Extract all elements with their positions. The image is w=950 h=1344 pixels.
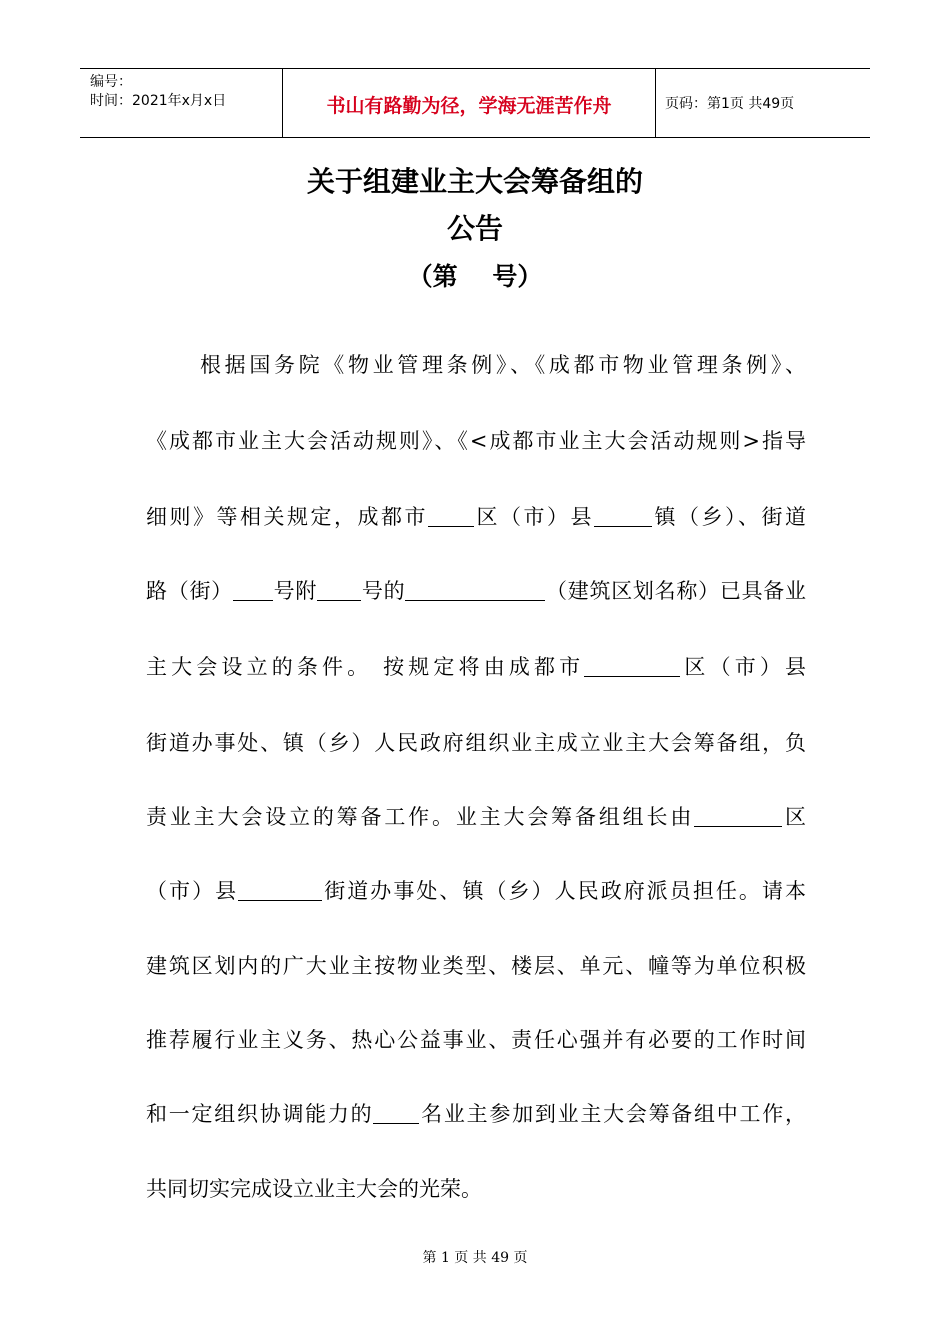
body-text: 共同切实完成设立业主大会的光荣。 bbox=[146, 1177, 482, 1201]
fill-in-blank[interactable] bbox=[428, 505, 474, 527]
document-title-line2: 公告 bbox=[446, 212, 503, 245]
body-text: 《成都市业主大会活动规则》、《<成都市业主大会活动规则>指导 bbox=[146, 429, 806, 453]
body-text: 街道办事处、镇（乡）人民政府派员担任。请本 bbox=[322, 879, 807, 903]
body-text: （建筑区划名称）已具备业 bbox=[545, 579, 807, 603]
body-text: 主大会设立的条件。 按规定将由成都市 bbox=[146, 655, 585, 679]
document-header bbox=[80, 68, 870, 138]
body-text: 区（市）县 bbox=[474, 505, 594, 529]
fill-in-blank[interactable] bbox=[694, 805, 782, 827]
fill-in-blank[interactable] bbox=[584, 655, 680, 677]
body-text: 街道办事处、镇（乡）人民政府组织业主成立业主大会筹备组，负 bbox=[146, 731, 806, 755]
body-line bbox=[146, 801, 806, 831]
body-text: 建筑区划内的广大业主按物业类型、楼层、单元、幢等为单位积极 bbox=[146, 954, 806, 978]
body-line bbox=[146, 651, 806, 681]
body-text: （市）县 bbox=[146, 879, 239, 903]
document-number-line: （第 号） bbox=[407, 262, 543, 291]
body-text: 名业主参加到业主大会筹备组中工作， bbox=[419, 1102, 807, 1126]
fill-in-blank[interactable] bbox=[238, 879, 322, 901]
page-footer: 第 1 页 共 49 页 bbox=[422, 1250, 528, 1266]
header-motto: 书山有路勤为径，学海无涯苦作舟 bbox=[326, 95, 612, 117]
body-text: 细则》等相关规定，成都市 bbox=[146, 505, 428, 529]
body-line bbox=[146, 727, 806, 757]
body-line bbox=[146, 425, 806, 455]
body-line bbox=[200, 349, 806, 379]
body-line bbox=[146, 575, 806, 605]
body-text: 根据国务院《物业管理条例》、《成都市物业管理条例》、 bbox=[200, 353, 806, 377]
body-text: 号的 bbox=[361, 579, 406, 603]
body-text: 和一定组织协调能力的 bbox=[146, 1102, 374, 1126]
body-text: 号附 bbox=[272, 579, 318, 603]
body-text: 区 bbox=[782, 805, 807, 829]
body-text: 镇（乡）、街道 bbox=[652, 505, 806, 529]
body-line bbox=[146, 950, 806, 980]
fill-in-blank[interactable] bbox=[233, 579, 273, 601]
fill-in-blank[interactable] bbox=[373, 1102, 419, 1124]
body-line bbox=[146, 501, 806, 531]
body-text: 路（街） bbox=[146, 579, 233, 603]
header-page-cell bbox=[655, 69, 870, 137]
fill-in-blank[interactable] bbox=[594, 505, 652, 527]
body-line bbox=[146, 1024, 806, 1054]
fill-in-blank[interactable] bbox=[405, 579, 545, 601]
document-time-label: 时间：2021年x月x日 bbox=[90, 93, 227, 109]
body-line bbox=[146, 1173, 806, 1203]
header-page-code: 页码：第1页 共49页 bbox=[665, 96, 795, 112]
body-line bbox=[146, 875, 806, 905]
fill-in-blank[interactable] bbox=[317, 579, 361, 601]
body-line bbox=[146, 1098, 806, 1128]
header-info-cell bbox=[80, 69, 282, 137]
header-motto-cell bbox=[282, 69, 656, 137]
document-title-line1: 关于组建业主大会筹备组的 bbox=[306, 165, 643, 198]
body-text: 推荐履行业主义务、热心公益事业、责任心强并有必要的工作时间 bbox=[146, 1028, 806, 1052]
document-number-label: 编号： bbox=[90, 74, 132, 90]
body-text: 责业主大会设立的筹备工作。业主大会筹备组组长由 bbox=[146, 805, 695, 829]
body-text: 区（市）县 bbox=[680, 655, 807, 679]
